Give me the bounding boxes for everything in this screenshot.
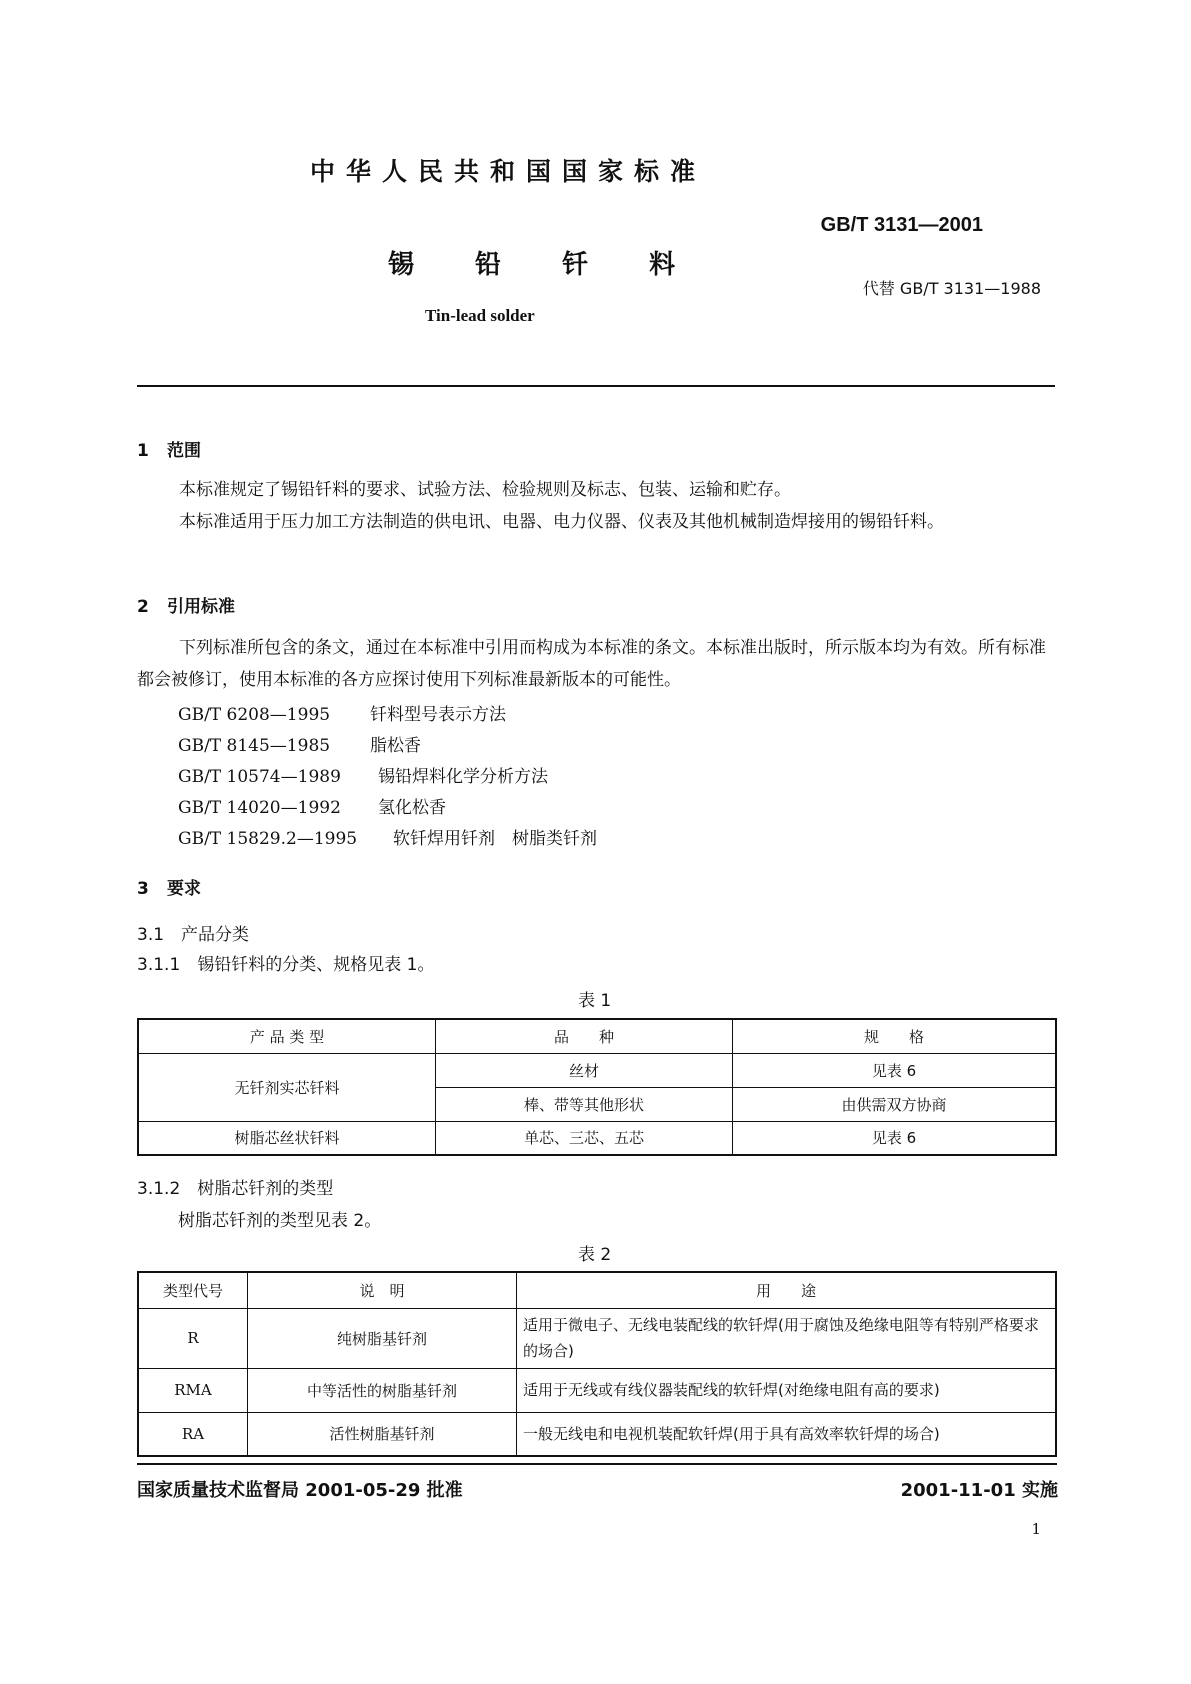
reference-code: GB/T 10574—1989 (178, 767, 341, 787)
header-cell: 说 明 (248, 1272, 517, 1308)
scope-paragraph-2: 本标准适用于压力加工方法制造的供电讯、电器、电力仪器、仪表及其他机械制造焊接用的锡铅钎料。 (179, 512, 944, 532)
header-cell: 用 途 (517, 1272, 1057, 1308)
description-cell: 活性树脂基钎剂 (248, 1412, 517, 1456)
document-title-en: Tin-lead solder (425, 306, 535, 325)
table-row (138, 1053, 1056, 1087)
scope-paragraph-1: 本标准规定了锡铅钎料的要求、试验方法、检验规则及标志、包装、运输和贮存。 (179, 480, 791, 500)
reference-code: GB/T 14020—1992 (178, 798, 341, 818)
table-header-row (138, 1272, 1056, 1308)
product-classification-table (137, 1018, 1057, 1156)
footer-divider (137, 1463, 1057, 1465)
header-cell: 品 种 (436, 1019, 733, 1053)
standard-number: GB/T 3131—2001 (820, 214, 983, 236)
header-divider (137, 385, 1055, 387)
effective-date-line: 2001-11-01 实施 (900, 1480, 1058, 1501)
description-cell: 中等活性的树脂基钎剂 (248, 1368, 517, 1412)
page-number: 1 (1031, 1520, 1041, 1538)
spec-cell: 见表 6 (733, 1121, 1057, 1155)
reference-title: 脂松香 (370, 736, 421, 756)
variety-cell: 棒、带等其他形状 (436, 1087, 733, 1121)
reference-item (178, 824, 597, 849)
section-number: 3 (137, 879, 149, 899)
reference-item (178, 700, 506, 725)
subsection-3-1: 3.1 产品分类 (137, 925, 250, 945)
spec-cell: 见表 6 (733, 1053, 1057, 1087)
section-2-heading (137, 592, 235, 617)
header-cell: 规 格 (733, 1019, 1057, 1053)
reference-title: 钎料型号表示方法 (370, 705, 506, 725)
reference-title: 氢化松香 (378, 798, 446, 818)
flux-type-table (137, 1271, 1057, 1457)
reference-item (178, 793, 446, 818)
table-1-caption: 表 1 (578, 991, 612, 1011)
type-code-cell: RMA (138, 1368, 248, 1412)
subsection-3-1-2: 3.1.2 树脂芯钎剂的类型 (137, 1179, 334, 1199)
table-row (138, 1412, 1056, 1456)
reference-item (178, 731, 421, 756)
subsection-3-1-2-paragraph: 树脂芯钎剂的类型见表 2。 (178, 1211, 382, 1231)
spec-cell: 由供需双方协商 (733, 1087, 1057, 1121)
header-cell: 产 品 类 型 (138, 1019, 436, 1053)
reference-item (178, 762, 548, 787)
approval-line: 国家质量技术监督局 2001-05-29 批准 (137, 1480, 463, 1501)
type-code-cell: RA (138, 1412, 248, 1456)
reference-code: GB/T 8145—1985 (178, 736, 331, 756)
product-type-cell: 无钎剂实芯钎料 (138, 1053, 436, 1121)
section-title: 要求 (167, 879, 201, 899)
usage-cell: 一般无线电和电视机装配软钎焊(用于具有高效率软钎焊的场合) (517, 1412, 1057, 1456)
variety-cell: 单芯、三芯、五芯 (436, 1121, 733, 1155)
usage-cell: 适用于微电子、无线电装配线的软钎焊(用于腐蚀及绝缘电阻等有特别严格要求的场合) (517, 1308, 1057, 1368)
reference-code: GB/T 6208—1995 (178, 705, 331, 725)
replaces-standard: 代替 GB/T 3131—1988 (862, 279, 1041, 298)
section-title: 范围 (167, 441, 201, 461)
reference-title: 锡铅焊料化学分析方法 (378, 767, 548, 787)
national-standard-title: 中华人民共和国国家标准 (310, 157, 707, 186)
table-row (138, 1368, 1056, 1412)
reference-title: 软钎焊用钎剂 树脂类钎剂 (393, 829, 597, 849)
subsection-3-1-1: 3.1.1 锡铅钎料的分类、规格见表 1。 (137, 955, 435, 975)
table-2-caption: 表 2 (578, 1245, 612, 1265)
usage-cell: 适用于无线或有线仪器装配线的软钎焊(对绝缘电阻有高的要求) (517, 1368, 1057, 1412)
section-1-heading (137, 436, 201, 461)
header-cell: 类型代号 (138, 1272, 248, 1308)
section-3-heading (137, 874, 201, 899)
type-code-cell: R (138, 1308, 248, 1368)
reference-code: GB/T 15829.2—1995 (178, 829, 358, 849)
product-type-cell: 树脂芯丝状钎料 (138, 1121, 436, 1155)
section-number: 1 (137, 441, 149, 461)
variety-cell: 丝材 (436, 1053, 733, 1087)
references-intro-paragraph: 下列标准所包含的条文，通过在本标准中引用而构成为本标准的条文。本标准出版时，所示版本均为有效。所有标准都会被修订，使用本标准的各方应探讨使用下列标准最新版本的可能性。 (137, 638, 1046, 690)
table-header-row (138, 1019, 1056, 1053)
document-title-cn: 锡 铅 钎 料 (388, 250, 702, 280)
table-row (138, 1308, 1056, 1368)
table-row (138, 1121, 1056, 1155)
section-number: 2 (137, 597, 149, 617)
section-title: 引用标准 (167, 597, 235, 617)
description-cell: 纯树脂基钎剂 (248, 1308, 517, 1368)
